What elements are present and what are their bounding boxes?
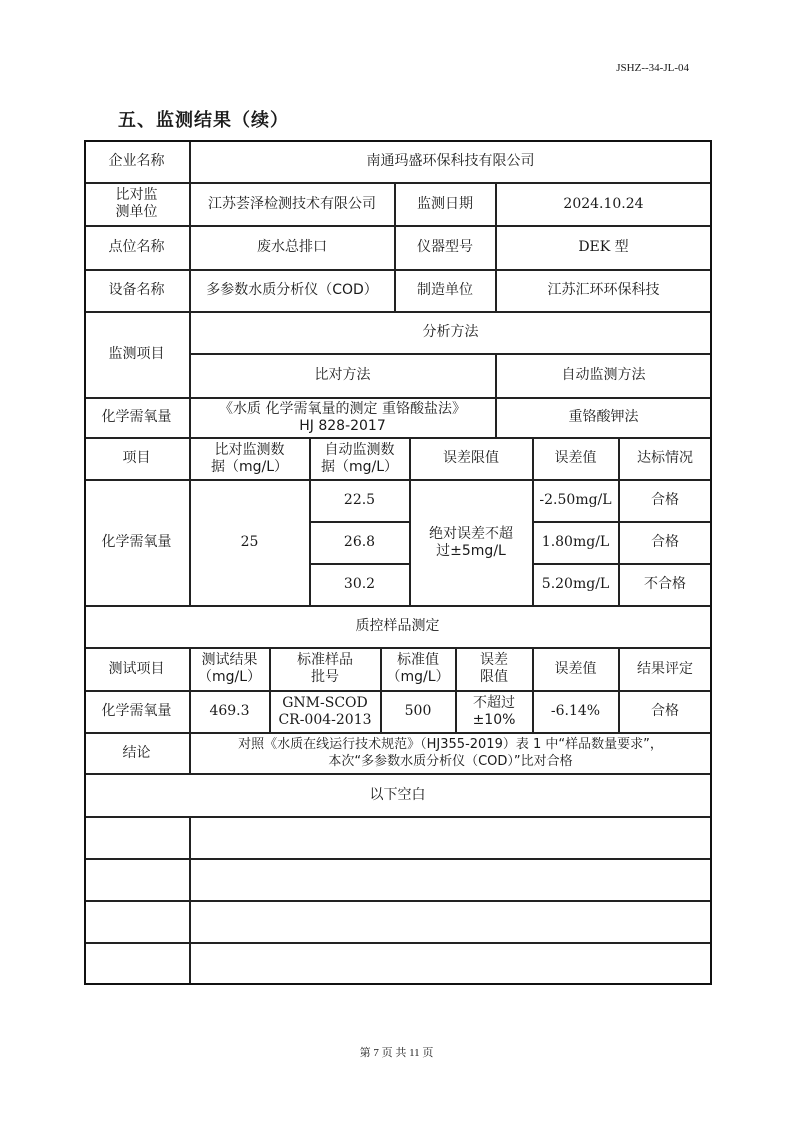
empty-row-2-right xyxy=(190,859,712,901)
auto-value-2: 26.8 xyxy=(310,522,410,564)
empty-row-4-left xyxy=(84,943,190,985)
device-value: 多参数水质分析仪（COD） xyxy=(190,270,395,312)
auto-value-1: 22.5 xyxy=(310,480,410,522)
qc-header-batch: 标准样品 批号 xyxy=(270,648,381,691)
header-auto-data: 自动监测数 据（mg/L） xyxy=(310,438,410,480)
maker-value: 江苏汇环环保科技 xyxy=(496,270,712,312)
compare-method-label: 比对方法 xyxy=(190,354,496,398)
auto-value-3: 30.2 xyxy=(310,564,410,606)
error-value-1: -2.50mg/L xyxy=(533,480,619,522)
blank-note: 以下空白 xyxy=(84,774,712,817)
qc-standard: 500 xyxy=(381,691,456,733)
document-code: JSHZ--34-JL-04 xyxy=(616,62,689,74)
compare-method-value: 《水质 化学需氧量的测定 重铬酸盐法》 HJ 828-2017 xyxy=(190,398,496,438)
header-error: 误差值 xyxy=(533,438,619,480)
status-2: 合格 xyxy=(619,522,712,564)
error-limit: 绝对误差不超 过±5mg/L xyxy=(410,480,533,606)
empty-row-3-right xyxy=(190,901,712,943)
monitor-item-label: 监测项目 xyxy=(84,312,190,398)
date-label: 监测日期 xyxy=(395,183,496,226)
model-label: 仪器型号 xyxy=(395,226,496,270)
qc-header-item: 测试项目 xyxy=(84,648,190,691)
method-cod-label: 化学需氧量 xyxy=(84,398,190,438)
qc-title: 质控样品测定 xyxy=(84,606,712,648)
point-value: 废水总排口 xyxy=(190,226,395,270)
qc-header-error: 误差值 xyxy=(533,648,619,691)
empty-row-1-right xyxy=(190,817,712,859)
empty-row-2-left xyxy=(84,859,190,901)
qc-item: 化学需氧量 xyxy=(84,691,190,733)
qc-batch: GNM-SCOD CR-004-2013 xyxy=(270,691,381,733)
date-value: 2024.10.24 xyxy=(496,183,712,226)
header-limit: 误差限值 xyxy=(410,438,533,480)
conclusion-label: 结论 xyxy=(84,733,190,774)
qc-header-standard: 标准值 （mg/L） xyxy=(381,648,456,691)
header-item: 项目 xyxy=(84,438,190,480)
qc-header-result: 测试结果 （mg/L） xyxy=(190,648,270,691)
conclusion-text: 对照《水质在线运行技术规范》（HJ355-2019）表 1 中“样品数量要求”， 本次“多参数水质分析仪（COD）”比对合格 xyxy=(190,733,712,774)
point-label: 点位名称 xyxy=(84,226,190,270)
empty-row-3-left xyxy=(84,901,190,943)
company-label: 企业名称 xyxy=(84,140,190,183)
qc-header-limit: 误差 限值 xyxy=(456,648,533,691)
device-label: 设备名称 xyxy=(84,270,190,312)
error-value-2: 1.80mg/L xyxy=(533,522,619,564)
status-1: 合格 xyxy=(619,480,712,522)
qc-result: 469.3 xyxy=(190,691,270,733)
error-value-3: 5.20mg/L xyxy=(533,564,619,606)
model-value: DEK 型 xyxy=(496,226,712,270)
status-3: 不合格 xyxy=(619,564,712,606)
empty-row-1-left xyxy=(84,817,190,859)
unit-value: 江苏荟泽检测技术有限公司 xyxy=(190,183,395,226)
maker-label: 制造单位 xyxy=(395,270,496,312)
qc-error: -6.14% xyxy=(533,691,619,733)
company-value: 南通玛盛环保科技有限公司 xyxy=(190,140,712,183)
header-compare-data: 比对监测数 据（mg/L） xyxy=(190,438,310,480)
section-title: 五、监测结果（续） xyxy=(118,110,289,131)
unit-label: 比对监 测单位 xyxy=(84,183,190,226)
qc-evaluation: 合格 xyxy=(619,691,712,733)
qc-header-evaluation: 结果评定 xyxy=(619,648,712,691)
auto-method-label: 自动监测方法 xyxy=(496,354,712,398)
page-number: 第 7 页 共 11 页 xyxy=(359,1047,434,1059)
compare-item: 化学需氧量 xyxy=(84,480,190,606)
auto-method-value: 重铬酸钾法 xyxy=(496,398,712,438)
monitoring-result-table xyxy=(84,140,712,985)
empty-row-4-right xyxy=(190,943,712,985)
analysis-method-label: 分析方法 xyxy=(190,312,712,354)
header-status: 达标情况 xyxy=(619,438,712,480)
compare-value: 25 xyxy=(190,480,310,606)
qc-limit: 不超过 ±10% xyxy=(456,691,533,733)
